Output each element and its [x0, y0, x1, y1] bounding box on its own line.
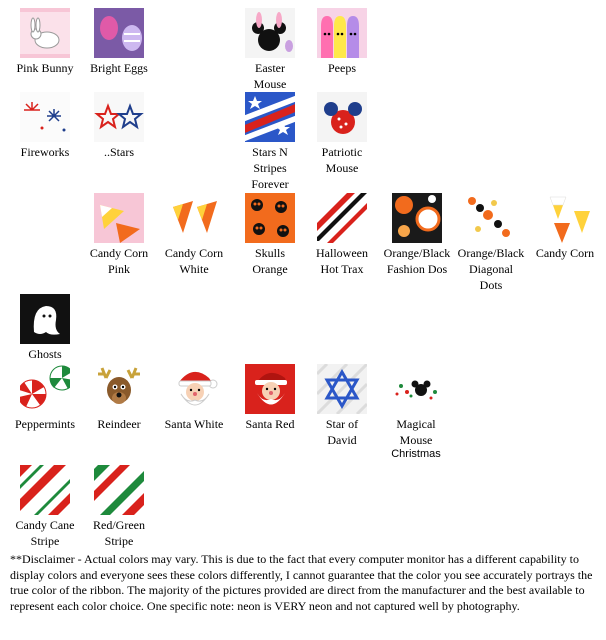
- ribbon-label-line: Magical: [396, 417, 436, 431]
- ribbon-label-line: Easter: [255, 61, 285, 75]
- ribbon-label-line: Candy Cane: [15, 518, 75, 532]
- peeps-swatch: [317, 8, 367, 58]
- ribbon-fireworks[interactable]: [10, 92, 80, 160]
- ribbon-label: Fireworks: [20, 145, 70, 159]
- orange-black-diagonal-dots-swatch: [466, 193, 516, 243]
- peppermints-swatch: [20, 364, 70, 414]
- ribbon-orange-black-diagonal-dots[interactable]: [454, 193, 528, 293]
- stars-n-stripes-swatch: [245, 92, 295, 142]
- ribbon-label: Ghosts: [28, 347, 62, 361]
- ribbon-label: Candy Corn: [535, 246, 595, 260]
- ribbon-patriotic-mouse[interactable]: [308, 92, 376, 176]
- ribbon-label: Peeps: [328, 61, 356, 75]
- ribbon-label-line: White: [179, 262, 209, 276]
- ribbon-label: Reindeer: [97, 417, 141, 431]
- ribbon-label-line: David: [327, 433, 357, 447]
- ribbon-magical-mouse-christmas[interactable]: [380, 364, 452, 461]
- pink-bunny-swatch: [20, 8, 70, 58]
- ribbon-label: Pink Bunny: [16, 61, 74, 75]
- ribbon-orange-black-fashion-dots[interactable]: [380, 193, 454, 277]
- ribbon-label-line: Orange/Black: [383, 246, 451, 260]
- ribbon-label-line: Stars N: [252, 145, 288, 159]
- ribbon-pink-bunny[interactable]: [10, 8, 80, 76]
- easter-mouse-swatch: [245, 8, 295, 58]
- ribbon-label-line: Dots: [479, 278, 503, 292]
- reindeer-swatch: [94, 364, 144, 414]
- ribbon-candy-corn[interactable]: [528, 193, 602, 261]
- ribbon-label-line: Candy Corn: [164, 246, 224, 260]
- ribbon-label-line: Stripes: [253, 161, 287, 175]
- santa-red-swatch: [245, 364, 295, 414]
- halloween-hot-trax-swatch: [317, 193, 367, 243]
- ghosts-swatch: [20, 294, 70, 344]
- stars-swatch: [94, 92, 144, 142]
- skulls-orange-swatch: [245, 193, 295, 243]
- ribbon-easter-mouse[interactable]: [236, 8, 304, 92]
- ribbon-candy-corn-white[interactable]: [158, 193, 230, 277]
- ribbon-peppermints[interactable]: [8, 364, 82, 432]
- santa-white-swatch: [169, 364, 219, 414]
- ribbon-label: ..Stars: [104, 145, 134, 159]
- ribbon-label-line: Skulls: [254, 246, 285, 260]
- ribbon-label-line: Forever: [251, 177, 289, 191]
- ribbon-stars-n-stripes[interactable]: [236, 92, 304, 192]
- candy-corn-pink-swatch: [94, 193, 144, 243]
- ribbon-peeps[interactable]: [308, 8, 376, 76]
- candy-cane-stripe-swatch: [20, 465, 70, 515]
- ribbon-skulls-orange[interactable]: [236, 193, 304, 277]
- ribbon-label-line: Star of: [325, 417, 359, 431]
- ribbon-label-line: Halloween: [316, 246, 368, 260]
- ribbon-label-line: Candy Corn: [89, 246, 149, 260]
- ribbon-label: Santa Red: [245, 417, 295, 431]
- ribbon-santa-red[interactable]: [236, 364, 304, 432]
- candy-corn-swatch: [540, 193, 590, 243]
- ribbon-label-line: Mouse: [399, 433, 433, 447]
- fireworks-swatch: [20, 92, 70, 142]
- patriotic-mouse-swatch: [317, 92, 367, 142]
- ribbon-label-line: Stripe: [30, 534, 60, 548]
- orange-black-fashion-dots-swatch: [392, 193, 442, 243]
- ribbon-candy-cane-stripe[interactable]: [6, 465, 84, 549]
- ribbon-label-line: Christmas: [391, 448, 441, 460]
- ribbon-label-line: Patriotic: [321, 145, 363, 159]
- color-disclaimer: **Disclaimer - Actual colors may vary. This is due to the fact that every computer monitor has a different capability to display colors and everyone sees these colors differently, I cannot guarantee that the color you see accurately portrays the true color of the ribbon. The majority of the pictures provided are direct from the manufacturer and the best available to represent each color choice. One specific note: neon is VERY neon and not captured well by photography.: [10, 552, 593, 613]
- ribbon-label-line: Stripe: [104, 534, 134, 548]
- ribbon-label-line: Pink: [107, 262, 130, 276]
- ribbon-stars[interactable]: [84, 92, 154, 160]
- red-green-stripe-swatch: [94, 465, 144, 515]
- ribbon-candy-corn-pink[interactable]: [84, 193, 154, 277]
- bright-eggs-swatch: [94, 8, 144, 58]
- ribbon-label-line: Fashion Dos: [386, 262, 448, 276]
- ribbon-label: Bright Eggs: [90, 61, 148, 75]
- ribbon-red-green-stripe[interactable]: [84, 465, 154, 549]
- ribbon-label-line: Diagonal: [469, 262, 513, 276]
- ribbon-label-line: Mouse: [325, 161, 359, 175]
- ribbon-ghosts[interactable]: [10, 294, 80, 362]
- ribbon-label-line: Red/Green: [93, 518, 145, 532]
- ribbon-label: Santa White: [164, 417, 224, 431]
- ribbon-label-line: Hot Trax: [320, 262, 364, 276]
- ribbon-santa-white[interactable]: [158, 364, 230, 432]
- ribbon-reindeer[interactable]: [84, 364, 154, 432]
- ribbon-label-line: Orange: [252, 262, 288, 276]
- star-of-david-swatch: [317, 364, 367, 414]
- ribbon-halloween-hot-trax[interactable]: [308, 193, 376, 277]
- ribbon-label-line: Mouse: [253, 77, 287, 91]
- magical-mouse-swatch: [391, 364, 441, 414]
- ribbon-bright-eggs[interactable]: [84, 8, 154, 76]
- candy-corn-white-swatch: [169, 193, 219, 243]
- ribbon-label-line: Orange/Black: [457, 246, 525, 260]
- ribbon-star-of-david[interactable]: [308, 364, 376, 448]
- ribbon-label: Peppermints: [15, 417, 75, 431]
